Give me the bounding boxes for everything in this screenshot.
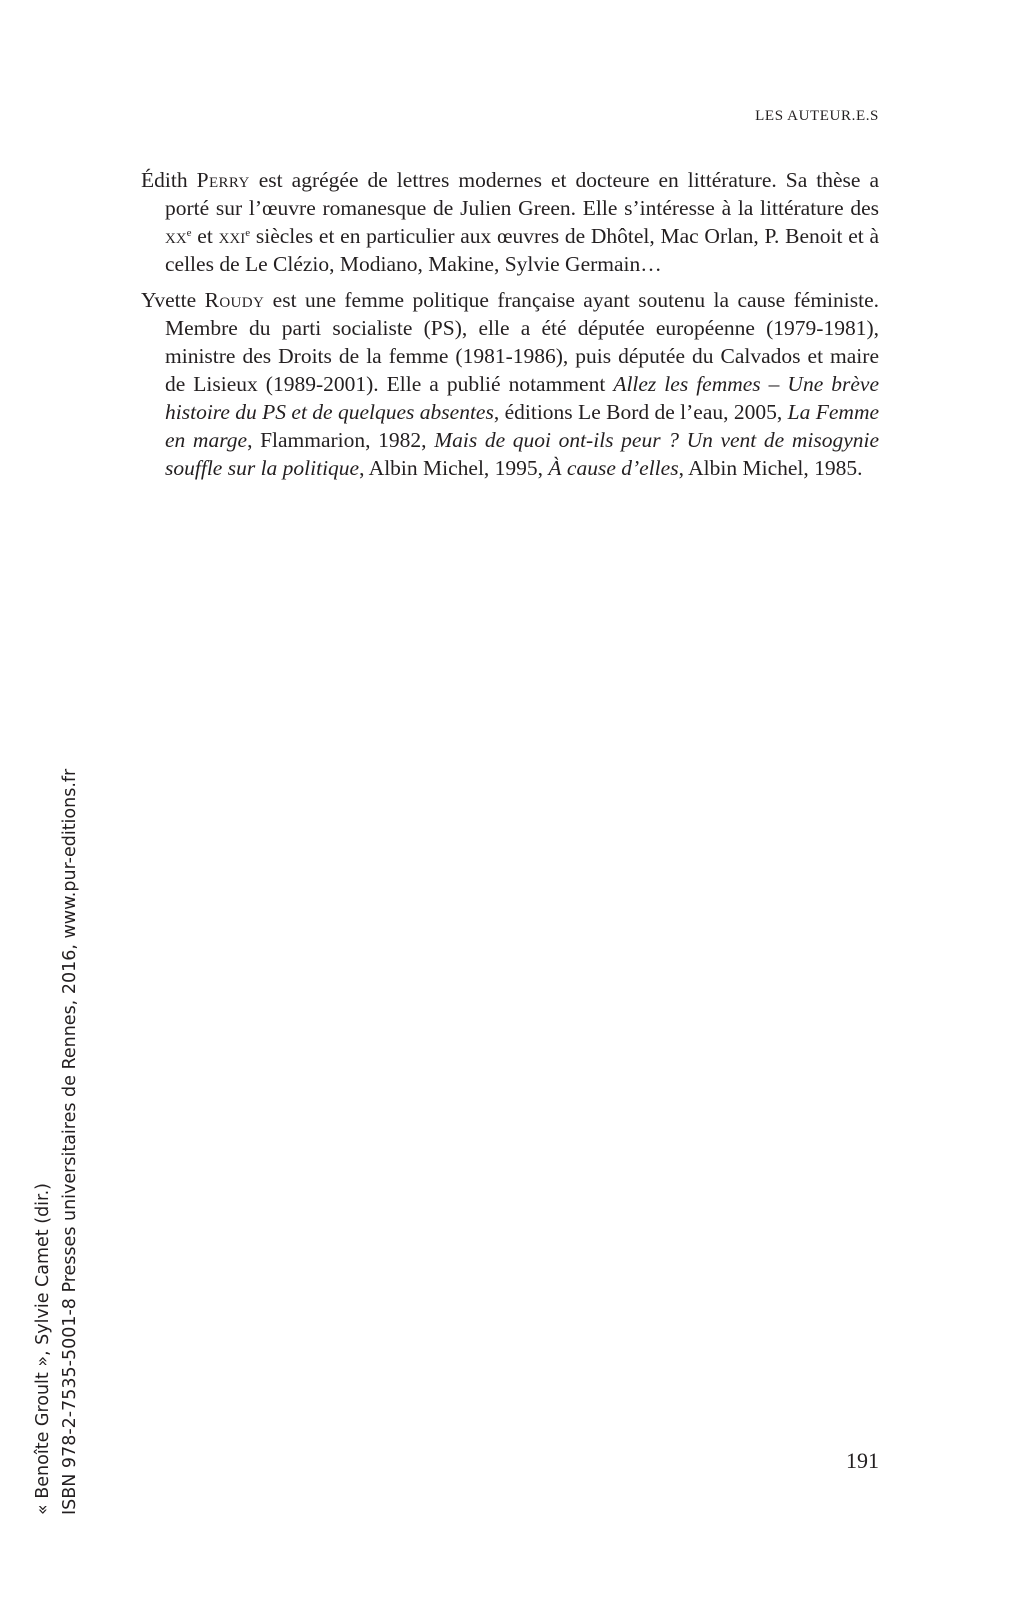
author-bio-text: est agrégée de lettres modernes et docteure en littérature. Sa thèse a porté sur l’œuvre romanesque de Julien Green. Elle s’intéresse à la littérature des <box>165 168 879 220</box>
author-entry-perry <box>141 166 879 278</box>
author-bio-text: , Albin Michel, 1985. <box>678 456 863 480</box>
author-last-name: Roudy <box>204 288 265 312</box>
author-bio-text: siècles et en particulier aux œuvres de Dhôtel, Mac Orlan, P. Benoit et à celles de Le Clézio, Modiano, Makine, Sylvie Germain… <box>165 224 880 276</box>
page-number: 191 <box>846 1448 879 1473</box>
authors-list <box>141 166 879 490</box>
century-superscript: e <box>186 227 192 239</box>
century-label: xx <box>165 224 187 248</box>
work-title: La Femme en marge <box>165 400 880 452</box>
side-note-line: « Benoîte Groult », Sylvie Camet (dir.) <box>33 1182 53 1515</box>
conjunction-text: et <box>197 224 213 248</box>
side-note-line: ISBN 978-2-7535-5001-8 Presses universitaires de Rennes, 2016, www.pur-editions.fr <box>60 768 80 1515</box>
work-title: Mais de quoi ont-ils peur ? Un vent de misogynie souffle sur la politique <box>165 428 879 480</box>
running-head: LES AUTEUR.E.S <box>755 108 879 124</box>
work-title: À cause d’elles <box>548 456 679 480</box>
author-last-name: Perry <box>196 168 250 192</box>
author-entry-roudy <box>141 286 879 482</box>
century-superscript: e <box>245 227 251 239</box>
author-bio-text: , éditions Le Bord de l’eau, 2005, <box>493 400 783 424</box>
author-bio-text: , Albin Michel, 1995, <box>359 456 544 480</box>
author-bio-text: , Flammarion, 1982, <box>247 428 427 452</box>
author-first-name: Édith <box>141 168 188 192</box>
century-label: xxi <box>218 224 246 248</box>
author-bio-text: est une femme politique française ayant soutenu la cause féministe. Membre du parti socialiste (PS), elle a été députée européenne (1979-1981), ministre des Droits de la femme (1981-1986), puis députée du Calvados et maire de Lisieux (1989-2001). Elle a publié notamment <box>165 288 880 396</box>
author-first-name: Yvette <box>141 288 197 312</box>
copyright-side-note <box>30 715 84 1515</box>
work-title: Allez les femmes – Une brève histoire du PS et de quelques absentes <box>165 372 879 424</box>
